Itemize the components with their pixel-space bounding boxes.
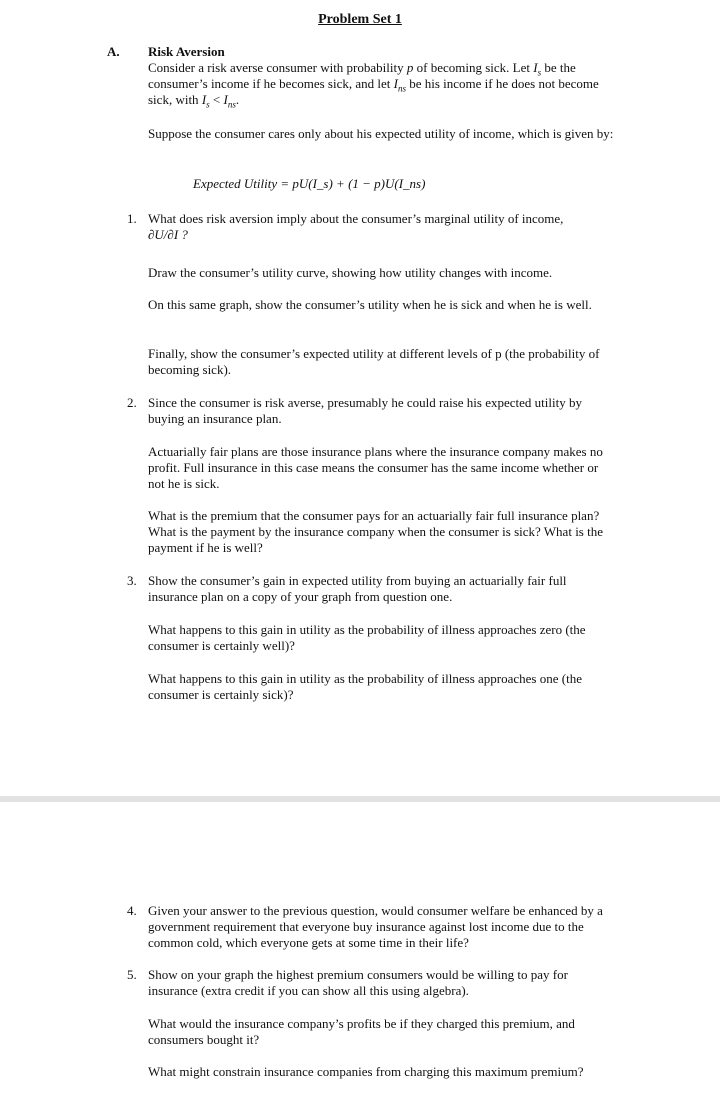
question-1-number: 1. bbox=[127, 211, 137, 226]
intro-rel-s1: s bbox=[206, 99, 210, 110]
q1-partial-derivative: ∂U/∂I ? bbox=[148, 227, 188, 242]
intro-text-2: of becoming sick. Let bbox=[413, 60, 534, 75]
q1-paragraph-2: Draw the consumer’s utility curve, showing how utility changes with income. bbox=[148, 265, 553, 280]
document-title: Problem Set 1 bbox=[318, 12, 402, 27]
intro-var-ins: I bbox=[393, 76, 398, 91]
intro-text-4: be his income if he does not become sick, with bbox=[148, 76, 599, 107]
q2-paragraph-3: What is the premium that the consumer pays for an actuarially fair full insurance plan? What is the payment by the insurance company when the consumer is sick? What is the payment if he is well? bbox=[148, 508, 603, 555]
page-2 bbox=[0, 802, 720, 1111]
q2-paragraph-2: Actuarially fair plans are those insurance plans where the insurance company makes no profit. Full insurance in this case means the consumer has the same income whether or not he is sick. bbox=[148, 444, 603, 491]
q1-paragraph-4: Finally, show the consumer’s expected utility at different levels of p (the probability of becoming sick). bbox=[148, 346, 600, 377]
q1-paragraph-3: On this same graph, show the consumer’s utility when he is sick and when he is well. bbox=[148, 297, 592, 312]
intro-paragraph bbox=[148, 60, 618, 108]
q3-paragraph-1: Show the consumer’s gain in expected utility from buying an actuarially fair full insurance plan on a copy of your graph from question one. bbox=[148, 573, 567, 604]
intro-var-p: p bbox=[406, 60, 414, 75]
question-2-number: 2. bbox=[127, 395, 137, 410]
intro-rel-lt: < bbox=[209, 92, 224, 107]
q4-paragraph-1: Given your answer to the previous question, would consumer welfare be enhanced by a government requirement that everyone buy insurance against lost income due to the common cold, which everyone gets at some time in their life? bbox=[148, 903, 603, 950]
question-4-number: 4. bbox=[127, 903, 137, 918]
intro-rel-i2: I bbox=[223, 92, 228, 107]
section-intro bbox=[148, 44, 618, 108]
intro-sub-ns: ns bbox=[397, 83, 406, 94]
intro-text-5: . bbox=[235, 92, 240, 107]
q2-paragraph-1: Since the consumer is risk averse, presumably he could raise his expected utility by buying an insurance plan. bbox=[148, 395, 582, 426]
q3-paragraph-3: What happens to this gain in utility as the probability of illness approaches one (the consumer is certainly sick)? bbox=[148, 671, 582, 702]
intro-var-is: I bbox=[533, 60, 538, 75]
intro-rel-s2: ns bbox=[227, 99, 236, 110]
question-3-number: 3. bbox=[127, 573, 137, 588]
intro-rel-i1: I bbox=[201, 92, 207, 107]
q3-paragraph-2: What happens to this gain in utility as the probability of illness approaches zero (the consumer is certainly well)? bbox=[148, 622, 586, 653]
q1-paragraph-1: What does risk aversion imply about the consumer’s marginal utility of income, bbox=[148, 211, 564, 226]
section-heading: Risk Aversion bbox=[148, 44, 225, 59]
expected-utility-formula: Expected Utility = pU(I_s) + (1 − p)U(I_ns) bbox=[193, 176, 426, 191]
section-letter: A. bbox=[107, 44, 120, 59]
intro-sub-s: s bbox=[537, 67, 542, 78]
intro-text-1: Consider a risk averse consumer with probability bbox=[148, 60, 407, 75]
q5-paragraph-2: What would the insurance company’s profits be if they charged this premium, and consumers bought it? bbox=[148, 1016, 575, 1047]
question-5-number: 5. bbox=[127, 967, 137, 982]
q5-paragraph-1: Show on your graph the highest premium consumers would be willing to pay for insurance (extra credit if you can show all this using algebra). bbox=[148, 967, 568, 998]
suppose-paragraph: Suppose the consumer cares only about his expected utility of income, which is given by: bbox=[148, 126, 614, 141]
q5-paragraph-3: What might constrain insurance companies from charging this maximum premium? bbox=[148, 1064, 584, 1079]
intro-text-3: be the consumer’s income if he becomes sick, and let bbox=[148, 60, 576, 91]
